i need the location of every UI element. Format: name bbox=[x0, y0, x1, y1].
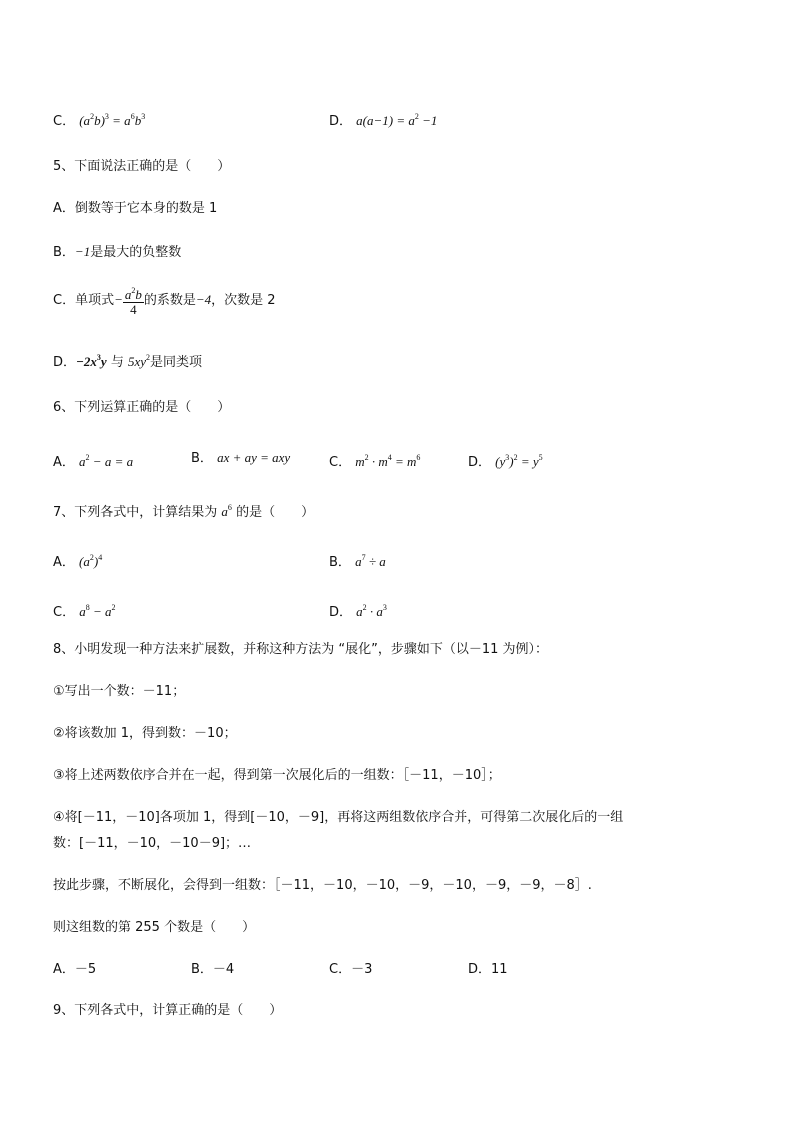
q8-step-4-line1: ④将[－11，－10]各项加 1，得到[－10，－9]，再将这两组数依序合并，可得第二次展化后的一组 bbox=[53, 810, 624, 825]
q5-option-d: D．$-2x^3y$ 与 $5xy^2$是同类项 bbox=[53, 353, 203, 370]
q6-option-b: B． ax + ay = axy bbox=[191, 450, 291, 466]
q8-option-c: C．－3 bbox=[329, 962, 373, 977]
q8-option-a: A．－5 bbox=[53, 962, 97, 977]
q8-option-b: B．－4 bbox=[191, 962, 235, 977]
q8-step-4-line2: 数：[－11，－10，－10－9]；… bbox=[53, 836, 252, 851]
q4-option-d-expr: $a(a-1) = a^2 -1$ bbox=[356, 112, 438, 128]
q7-option-a: A． $(a^2)^4$ bbox=[53, 553, 103, 570]
q6-option-c: C． $m^2 \cdot m^4 = m^6$ bbox=[329, 453, 421, 470]
q7-stem: 7、下列各式中，计算结果为 $a^6$ 的是（ ） bbox=[53, 503, 315, 520]
q9-stem: 9、下列各式中，计算正确的是（ ） bbox=[53, 1003, 283, 1018]
q8-step-2: ②将该数加 1，得到数：－10； bbox=[53, 726, 237, 741]
q8-result: 按此步骤，不断展化，会得到一组数：［－11，－10，－10，－9，－10，－9，－9，－8］. bbox=[53, 878, 592, 893]
q7-option-c: C． $a^8 - a^2$ bbox=[53, 603, 116, 620]
q8-question: 则这组数的第 255 个数是（ ） bbox=[53, 920, 256, 935]
q4-option-c: C． $(a^2b)^3 = a^6b^3$ bbox=[53, 112, 146, 129]
q6-stem: 6、下列运算正确的是（ ） bbox=[53, 400, 231, 415]
q6-option-a: A． $a^2 - a = a$ bbox=[53, 453, 134, 470]
q8-step-1: ①写出一个数：－11； bbox=[53, 684, 186, 699]
q8-step-3: ③将上述两数依序合并在一起，得到第一次展化后的一组数：［－11，－10］； bbox=[53, 768, 501, 783]
q6-option-d: D． $(y^3)^2 = y^5$ bbox=[468, 453, 543, 470]
q7-option-b: B． $a^7 \div a$ bbox=[329, 553, 386, 570]
q7-option-d: D． $a^2 \cdot a^3$ bbox=[329, 603, 387, 620]
q4-option-c-expr: $(a^2b)^3 = a^6b^3$ bbox=[79, 112, 146, 128]
q4-option-d: D． $a(a-1) = a^2 -1$ bbox=[329, 112, 438, 129]
q5-fraction: $\frac{a^2b}{4}$ bbox=[124, 286, 142, 317]
q8-option-d: D．11 bbox=[468, 962, 508, 977]
q8-stem: 8、小明发现一种方法来扩展数，并称这种方法为 “展化”，步骤如下（以－11 为例）： bbox=[53, 642, 549, 657]
q5-option-b: B．−1是最大的负整数 bbox=[53, 244, 182, 260]
q5-option-c: C．单项式− $\frac{a^2b}{4}$ 的系数是−4，次数是 2 bbox=[53, 286, 276, 317]
q5-stem: 5、下面说法正确的是（ ） bbox=[53, 159, 231, 174]
q5-option-a: A．倒数等于它本身的数是 1 bbox=[53, 201, 218, 216]
